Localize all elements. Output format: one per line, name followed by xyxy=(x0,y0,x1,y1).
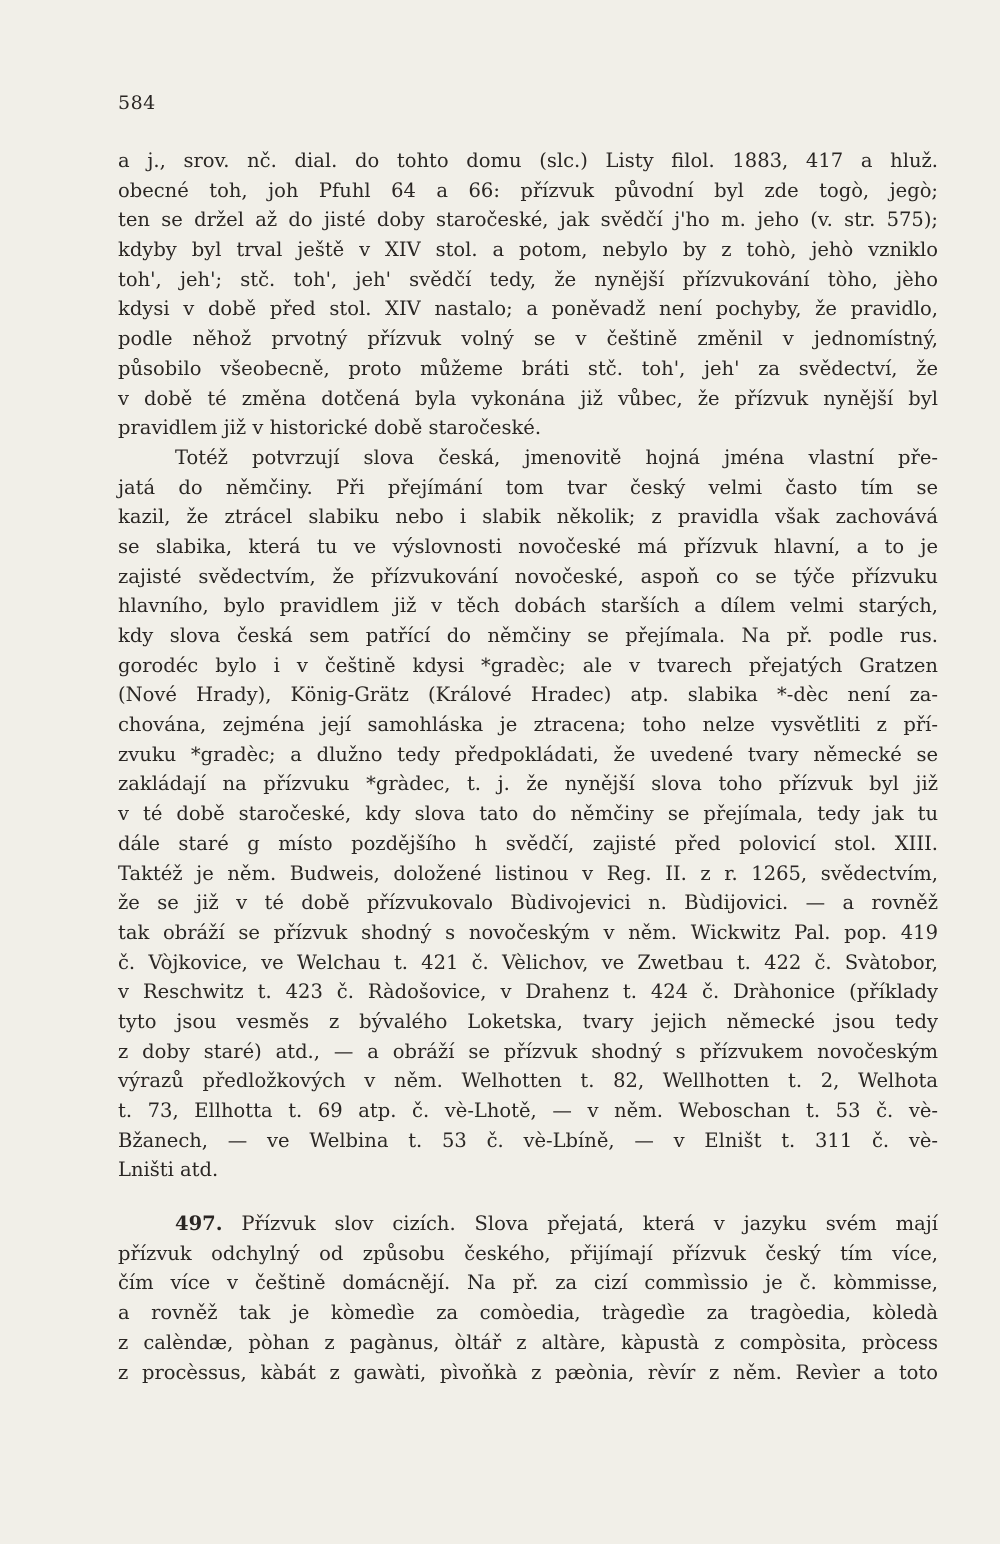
section-number: 497. xyxy=(175,1212,223,1236)
text-line: hlavního, bylo pravidlem již v těch dobách starších a dílem velmi starých, xyxy=(118,594,938,618)
text-line: působilo všeobecně, proto můžeme bráti stč. toh', jeh' za svědectví, že xyxy=(118,356,938,380)
page-body xyxy=(118,146,938,1387)
text-line: tyto jsou vesměs z bývalého Loketska, tvary jejich německé jsou tedy xyxy=(118,1009,938,1033)
text-line: t. 73, Ellhotta t. 69 atp. č. vè-Lhotě, — v něm. Weboschan t. 53 č. vè- xyxy=(118,1099,938,1122)
text-line: pravidlem již v historické době staročeské. xyxy=(118,416,542,440)
text-line: dále staré g místo pozdějšího h svědčí, zajisté před polovicí stol. XIII. xyxy=(118,831,938,855)
text-line: v Reschwitz t. 423 č. Ràdošovice, v Drahenz t. 424 č. Dràhonice (příklady xyxy=(118,980,938,1004)
text-span: Přízvuk slov cizích. Slova přejatá, která v jazyku svém mají xyxy=(241,1212,939,1236)
text-line: chována, zejména její samohláska je ztracena; toho nelze vysvětliti z pří- xyxy=(118,713,938,737)
text-line: výrazů předložkových v něm. Welhotten t. 82, Wellhotten t. 2, Welhota xyxy=(118,1069,938,1093)
text-line: zakládají na přízvuku *gràdec, t. j. že nynější slova toho přízvuk byl již xyxy=(118,772,938,796)
text-line: Taktéž je něm. Budweis, doložené listinou v Reg. II. z r. 1265, svědectvím, xyxy=(118,861,938,885)
text-line: a rovněž tak je kòmedìe za comòedia, tràgedìe za tragòedia, kòledà xyxy=(118,1301,938,1325)
text-line: Bžanech, — ve Welbina t. 53 č. vè-Lbíně, — v Elništ t. 311 č. vè- xyxy=(118,1128,938,1152)
paragraph-1 xyxy=(118,146,938,443)
text-line: jatá do němčiny. Při přejímání tom tvar český velmi často tím se xyxy=(118,475,938,499)
text-line: čím více v češtině domácnějí. Na př. za cizí commìssio je č. kòmmisse, xyxy=(118,1271,938,1295)
text-line: Lništi atd. xyxy=(118,1158,219,1182)
text-line: z procèssus, kàbát z gawàti, pìvoňkà z pæònia, rèvír z něm. Revìer a toto xyxy=(118,1360,938,1384)
text-line: kdyby byl trval ještě v XIV stol. a potom, nebylo by z tohò, jehò vzniklo xyxy=(118,238,938,262)
page-number: 584 xyxy=(118,92,156,114)
text-line: z calèndæ, pòhan z pagànus, òltář z altàre, kàpustà z compòsita, pròcess xyxy=(118,1330,938,1354)
text-line: č. Vòjkovice, ve Welchau t. 421 č. Vèlichov, ve Zwetbau t. 422 č. Svàtobor, xyxy=(118,950,938,974)
text-line: kdysi v době před stol. XIV nastalo; a poněvadž není pochyby, že pravidlo, xyxy=(118,297,938,321)
text-line: že se již v té době přízvukovalo Bùdivojevici n. Bùdijovici. — a rovněž xyxy=(118,891,938,915)
text-line: kdy slova česká sem patřící do němčiny se přejímala. Na př. podle rus. xyxy=(118,624,938,647)
text-line: z doby staré) atd., — a obráží se přízvuk shodný s přízvukem novočeským xyxy=(118,1039,938,1063)
text-line: Totéž potvrzují slova česká, jmenovitě hojná jména vlastní pře- xyxy=(175,445,938,469)
text-line: kazil, že ztrácel slabiku nebo i slabik několik; z pravidla však zachovává xyxy=(118,505,938,529)
text-line: (Nové Hrady), König-Grätz (Králové Hradec) atp. slabika *-dèc není za- xyxy=(118,683,938,707)
text-line: ten se držel až do jisté doby staročeské, jak svědčí j'ho m. jeho (v. str. 575); xyxy=(118,208,938,232)
text-line: se slabika, která tu ve výslovnosti novočeské má přízvuk hlavní, a to je xyxy=(118,534,938,558)
text-line: v té době staročeské, kdy slova tato do němčiny se přejímala, tedy jak tu xyxy=(118,802,938,826)
text-line: gorodéc bylo i v češtině kdysi *gradèc; ale v tvarech přejatých Gratzen xyxy=(118,653,938,677)
text-line: a j., srov. nč. dial. do tohto domu (slc.) Listy filol. 1883, 417 a hluž. xyxy=(118,149,938,172)
text-line: zvuku *gradèc; a dlužno tedy předpokládati, že uvedené tvary německé se xyxy=(118,742,938,766)
text-line: podle něhož prvotný přízvuk volný se v češtině změnil v jednomístný, xyxy=(118,327,938,351)
text-line: v době té změna dotčená byla vykonána již vůbec, že přízvuk nynější byl xyxy=(118,386,938,410)
text-line xyxy=(118,1209,938,1239)
paragraph-2 xyxy=(118,443,938,1185)
text-line: zajisté svědectvím, že přízvukování novočeské, aspoň co se týče přízvuku xyxy=(118,564,938,588)
text-line: toh', jeh'; stč. toh', jeh' svědčí tedy, že nynější přízvukování tòho, jèho xyxy=(118,267,938,291)
paragraph-3 xyxy=(118,1209,938,1387)
text-line: obecné toh, joh Pfuhl 64 a 66: přízvuk původní byl zde togò, jegò; xyxy=(118,178,938,202)
text-line: tak obráží se přízvuk shodný s novočeským v něm. Wickwitz Pal. pop. 419 xyxy=(118,920,938,944)
text-line: přízvuk odchylný od způsobu českého, přijímají přízvuk český tím více, xyxy=(118,1241,938,1265)
